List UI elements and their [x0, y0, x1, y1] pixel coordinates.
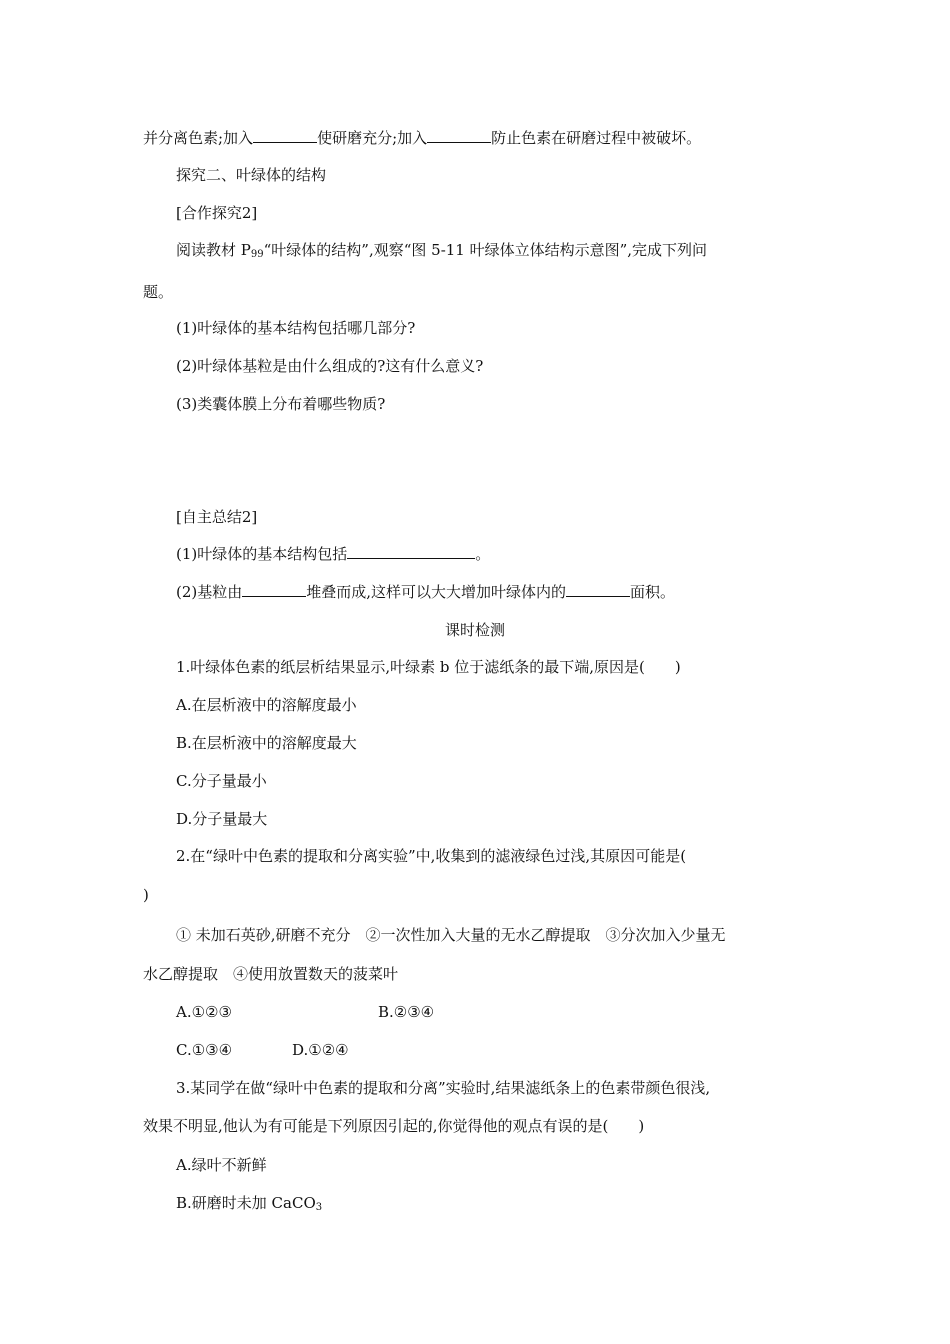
text-fragment: 堆叠而成,这样可以大大增加叶绿体内的 [306, 583, 567, 601]
question-3: (3)类囊体膜上分布着哪些物质? [176, 395, 386, 413]
text-fragment: “叶绿体的结构”,观察“图 5-11 叶绿体立体结构示意图”,完成下列问 [263, 241, 708, 259]
text-fragment: 阅读教材 P [176, 241, 251, 259]
text-fragment: (1)叶绿体的基本结构包括 [176, 545, 348, 563]
question-2: (2)叶绿体基粒是由什么组成的?这有什么意义? [176, 357, 484, 375]
summary-item-1 [176, 544, 490, 564]
option-1c: C.分子量最小 [176, 772, 267, 790]
section-title-lesson-test: 课时检测 [444, 621, 505, 639]
test-question-1: 1.叶绿体色素的纸层析结果显示,叶绿素 b 位于滤纸条的最下端,原因是( ) [176, 658, 681, 676]
text-fragment: 防止色素在研磨过程中被破坏。 [491, 129, 702, 147]
option-2c: C.①③④ [176, 1041, 233, 1059]
text-fragment: 面积。 [630, 583, 676, 601]
test-question-3: 3.某同学在做“绿叶中色素的提取和分离”实验时,结果滤纸条上的色素带颜色很浅, [176, 1079, 711, 1097]
option-2a: A.①②③ [176, 1003, 232, 1021]
option-1a: A.在层析液中的溶解度最小 [176, 696, 357, 714]
section-heading-explore2: 探究二、叶绿体的结构 [176, 166, 327, 184]
fill-blank [347, 544, 475, 559]
text-fragment: 并分离色素;加入 [143, 129, 254, 147]
label-self-summary-2: [自主总结2] [176, 508, 258, 526]
fill-blank [242, 582, 306, 597]
chemical-subscript: 3 [315, 1202, 323, 1213]
test-question-2-cont: ) [143, 886, 149, 904]
text-line-reading-task-cont: 题。 [143, 283, 174, 301]
text-fragment: 使研磨充分;加入 [317, 129, 428, 147]
text-fragment: (2)基粒由 [176, 583, 243, 601]
option-1d: D.分子量最大 [176, 810, 268, 828]
option-3a: A.绿叶不新鲜 [176, 1156, 267, 1174]
text-line-reading-task [176, 240, 707, 265]
question-2-statements: ① 未加石英砂,研磨不充分 ②一次性加入大量的无水乙醇提取 ③分次加入少量无 [176, 926, 726, 944]
summary-item-2 [176, 582, 675, 602]
test-question-3-cont: 效果不明显,他认为有可能是下列原因引起的,你觉得他的观点有误的是( ) [143, 1117, 645, 1135]
text-fragment: 。 [475, 545, 491, 563]
option-2b: B.②③④ [378, 1003, 435, 1021]
option-2d: D.①②④ [292, 1041, 349, 1059]
question-1: (1)叶绿体的基本结构包括哪几部分? [176, 319, 416, 337]
label-cooperative-inquiry-2: [合作探究2] [176, 204, 258, 222]
test-question-2: 2.在“绿叶中色素的提取和分离实验”中,收集到的滤液绿色过浅,其原因可能是( [176, 847, 687, 865]
option-1b: B.在层析液中的溶解度最大 [176, 734, 357, 752]
page-number-subscript: 99 [250, 249, 264, 260]
question-2-statements-cont: 水乙醇提取 ④使用放置数天的菠菜叶 [143, 965, 399, 983]
text-line-pigment-separation [143, 128, 701, 148]
fill-blank [253, 128, 317, 143]
fill-blank [427, 128, 491, 143]
fill-blank [566, 582, 630, 597]
text-fragment: B.研磨时未加 CaCO [176, 1194, 316, 1212]
option-3b [176, 1193, 322, 1218]
